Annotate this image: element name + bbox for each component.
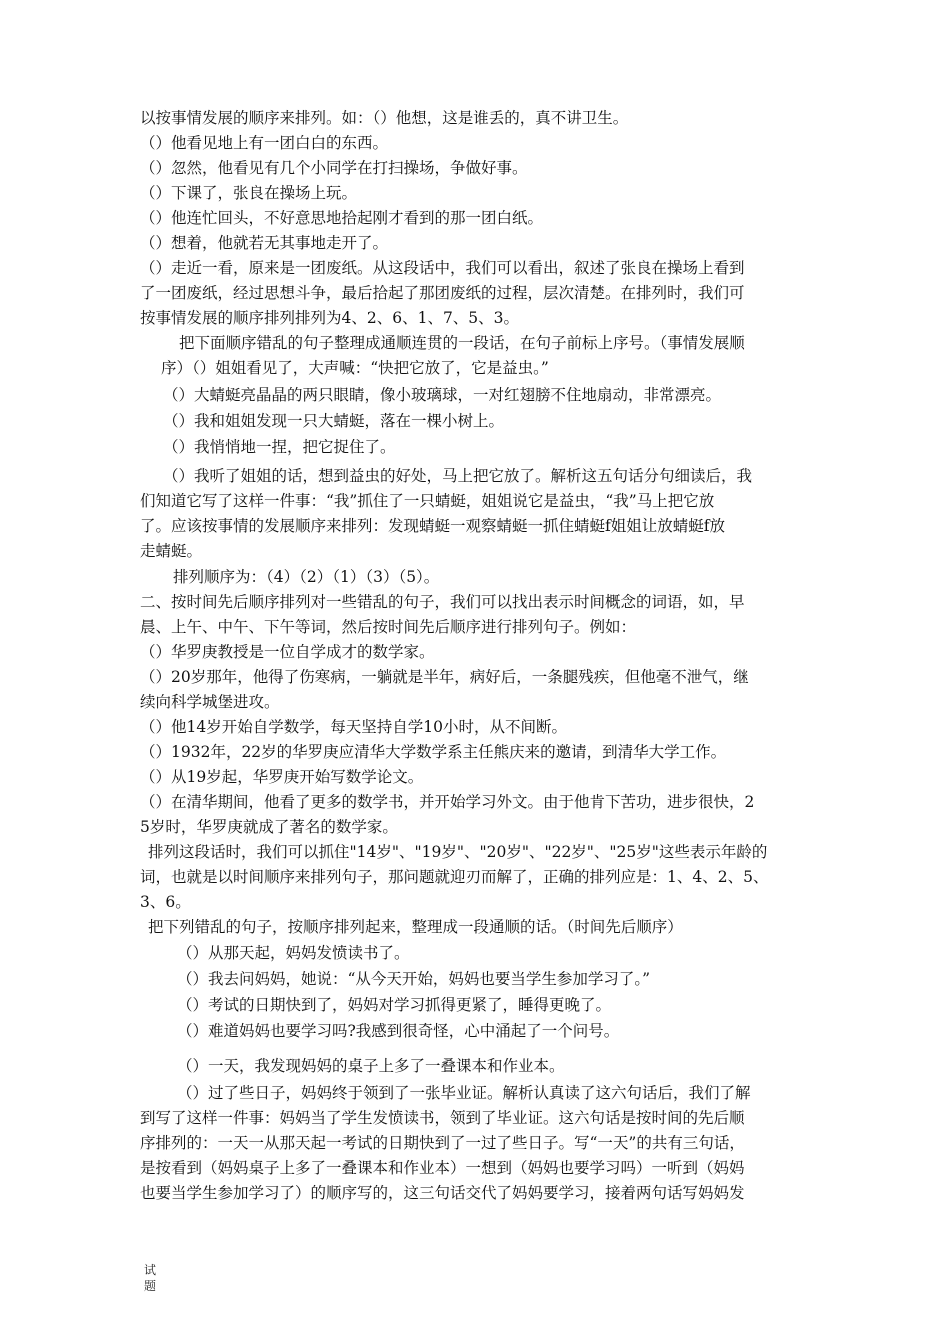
text-line: （）我去问妈妈，她说：“从今天开始，妈妈也要当学生参加学习了。” [177,970,651,988]
text-line: （）在清华期间，他看了更多的数学书，并开始学习外文。由于他肯下苦功，进步很快，2 [140,793,755,811]
text-line: （）从19岁起，华罗庚开始写数学论文。 [140,768,424,786]
text-line: （）20岁那年，他得了伤寒病，一躺就是半年，病好后，一条腿残疾，但他毫不泄气，继 [140,668,749,686]
text-line: 3、6。 [140,893,191,911]
text-line: 序）（）姐姐看见了，大声喊：“快把它放了，它是益虫。” [161,359,549,377]
text-line: 按事情发展的顺序排列排列为4、2、6、1、7、5、3。 [140,309,520,327]
text-line: 排列这段话时，我们可以抓住"14岁"、"19岁"、"20岁"、"22岁"、"25岁"这些表示年龄的 [148,843,768,861]
text-line: 到写了这样一件事：妈妈当了学生发愤读书，领到了毕业证。这六句话是按时间的先后顺 [140,1109,745,1127]
text-line: 晨、上午、中午、下午等词，然后按时间先后顺序进行排列句子。例如： [140,618,637,636]
text-line: （）1932年，22岁的华罗庚应清华大学数学系主任熊庆来的邀请，到清华大学工作。 [140,743,727,761]
text-line: （）难道妈妈也要学习吗?我感到很奇怪，心中涌起了一个问号。 [177,1022,620,1040]
text-line: （）一天，我发现妈妈的桌子上多了一叠课本和作业本。 [177,1057,565,1075]
text-line: （）从那天起，妈妈发愤读书了。 [177,944,410,962]
footer-char: 试 [144,1263,157,1277]
text-line: （）华罗庚教授是一位自学成才的数学家。 [140,643,435,661]
text-line: （）忽然，他看见有几个小同学在打扫操场，争做好事。 [140,159,528,177]
text-line: 了一团废纸，经过思想斗争，最后拾起了那团废纸的过程，层次清楚。在排列时，我们可 [140,284,745,302]
text-line: 5岁时，华罗庚就成了著名的数学家。 [140,818,398,836]
text-line: （）大蜻蜓亮晶晶的两只眼睛，像小玻璃球，一对红翅膀不住地扇动，非常漂亮。 [163,386,722,404]
text-line: （）过了些日子，妈妈终于领到了一张毕业证。解析认真读了这六句话后，我们了解 [177,1084,751,1102]
text-line: 走蜻蜓。 [140,542,203,560]
text-line: 以按事情发展的顺序来排列。如：（）他想，这是谁丢的，真不讲卫生。 [140,109,629,127]
text-line: （）考试的日期快到了，妈妈对学习抓得更紧了，睡得更晚了。 [177,996,612,1014]
text-line: 词，也就是以时间顺序来排列句子，那问题就迎刃而解了，正确的排列应是：1、4、2、5、 [140,868,769,886]
text-line: （）走近一看，原来是一团废纸。从这段话中，我们可以看出，叙述了张良在操场上看到 [140,259,745,277]
text-line: 排列顺序为：（4）（2）（1）（3）（5）。 [173,568,440,586]
text-line: （）我和姐姐发现一只大蜻蜓，落在一棵小树上。 [163,412,505,430]
text-line: （）我听了姐姐的话，想到益虫的好处，马上把它放了。解析这五句话分句细读后，我 [163,467,753,485]
text-line: （）我悄悄地一捏，把它捉住了。 [163,438,396,456]
text-line: （）下课了，张良在操场上玩。 [140,184,358,202]
text-line: 把下面顺序错乱的句子整理成通顺连贯的一段话，在句子前标上序号。（事情发展顺 [179,334,745,352]
text-line: 了。应该按事情的发展顺序来排列：发现蜻蜓一观察蜻蜓一抓住蜻蜓f姐姐让放蜻蜓f放 [140,517,725,535]
text-line: 二、按时间先后顺序排列对一些错乱的句子，我们可以找出表示时间概念的词语，如，早 [140,593,745,611]
page-footer [144,1262,164,1294]
text-line: 续向科学城堡进攻。 [140,693,280,711]
text-line: （）他看见地上有一团白白的东西。 [140,134,389,152]
text-line: 们知道它写了这样一件事：“我”抓住了一只蜻蜓，姐姐说它是益虫，“我”马上把它放 [140,492,715,510]
footer-char: 题 [144,1279,157,1293]
text-line: 序排列的：一天一从那天起一考试的日期快到了一过了些日子。写“一天”的共有三句话， [140,1134,745,1152]
text-line: 把下列错乱的句子，按顺序排列起来，整理成一段通顺的话。（时间先后顺序） [148,918,683,936]
text-line: （）他连忙回头，不好意思地拾起刚才看到的那一团白纸。 [140,209,544,227]
text-line: （）想着，他就若无其事地走开了。 [140,234,389,252]
text-line: 是按看到（妈妈桌子上多了一叠课本和作业本）一想到（妈妈也要学习吗）一听到（妈妈 [140,1159,745,1177]
text-line: （）他14岁开始自学数学，每天坚持自学10小时，从不间断。 [140,718,567,736]
text-line: 也要当学生参加学习了）的顺序写的，这三句话交代了妈妈要学习，接着两句话写妈妈发 [140,1184,745,1202]
